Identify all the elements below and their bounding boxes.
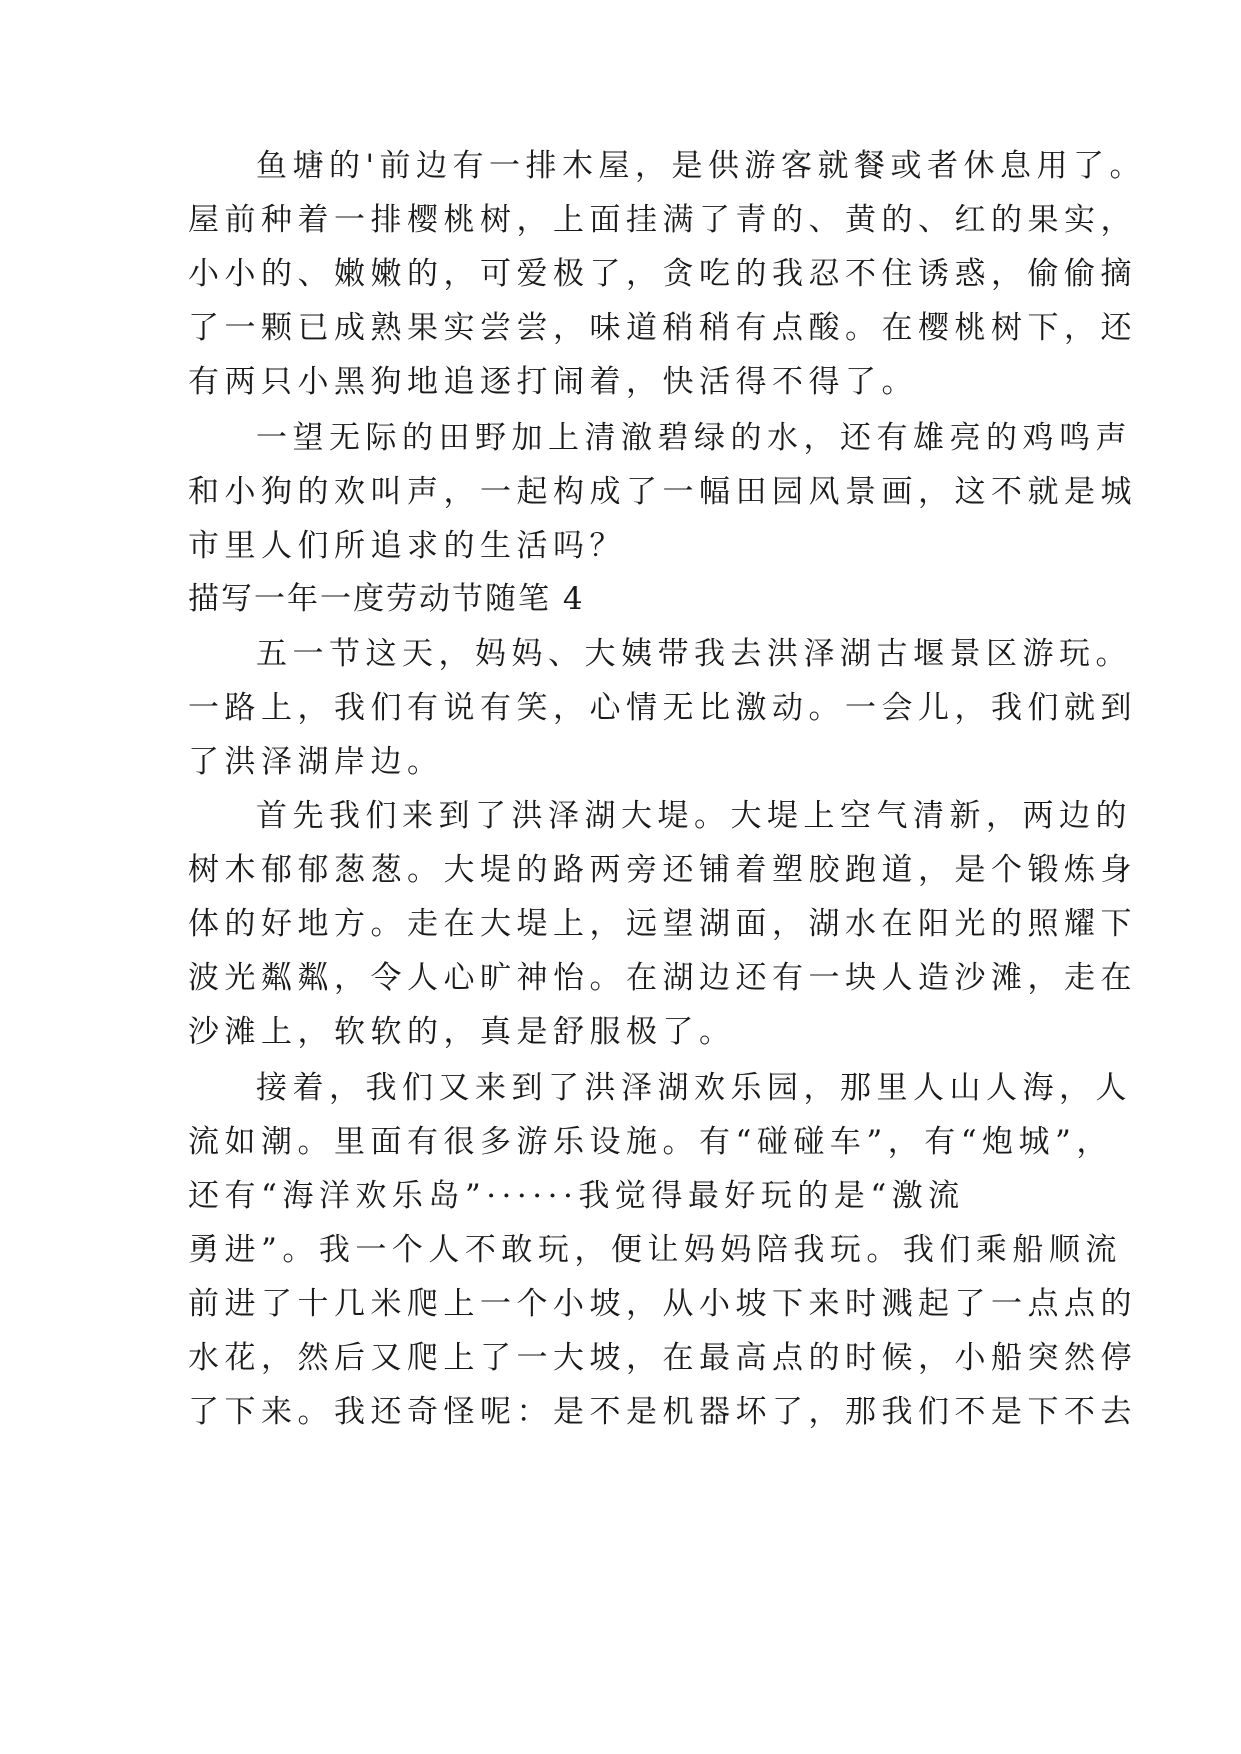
paragraph-line: 五一节这天，妈妈、大姨带我去洪泽湖古堰景区游玩。	[256, 636, 1132, 672]
paragraph-line: 接着，我们又来到了洪泽湖欢乐园，那里人山人海，人	[256, 1070, 1132, 1106]
paragraph-line: 鱼塘的'前边有一排木屋，是供游客就餐或者休息用了。	[256, 148, 1147, 184]
section-heading: 描写一年一度劳动节随笔 4	[188, 581, 585, 617]
paragraph-line: 树木郁郁葱葱。大堤的路两旁还铺着塑胶跑道，是个锻炼身	[188, 852, 1137, 888]
paragraph-line: 了下来。我还奇怪呢：是不是机器坏了，那我们不是下不去	[188, 1394, 1137, 1430]
paragraph-line: 流如潮。里面有很多游乐设施。有“碰碰车”，有“炮城”，	[188, 1124, 1113, 1160]
paragraph-line: 体的好地方。走在大堤上，远望湖面，湖水在阳光的照耀下	[188, 906, 1137, 942]
paragraph-line: 沙滩上，软软的，真是舒服极了。	[188, 1014, 736, 1050]
paragraph-line: 了一颗已成熟果实尝尝，味道稍稍有点酸。在樱桃树下，还	[188, 310, 1137, 346]
paragraph-line: 小小的、嫩嫩的，可爱极了，贪吃的我忍不住诱惑，偷偷摘	[188, 256, 1137, 292]
paragraph-line: 和小狗的欢叫声，一起构成了一幅田园风景画，这不就是城	[188, 474, 1137, 510]
paragraph-line: 一路上，我们有说有笑，心情无比激动。一会儿，我们就到	[188, 690, 1137, 726]
paragraph-line: 勇进”。我一个人不敢玩，便让妈妈陪我玩。我们乘船顺流	[188, 1232, 1122, 1268]
paragraph-line: 水花，然后又爬上了一大坡，在最高点的时候，小船突然停	[188, 1340, 1137, 1376]
paragraph-line: 一望无际的田野加上清澈碧绿的水，还有雄亮的鸡鸣声	[256, 420, 1132, 456]
paragraph-line: 前进了十几米爬上一个小坡，从小坡下来时溅起了一点点的	[188, 1286, 1137, 1322]
paragraph-line: 还有“海洋欢乐岛”······我觉得最好玩的是“激流	[188, 1178, 965, 1214]
paragraph-line: 屋前种着一排樱桃树，上面挂满了青的、黄的、红的果实，	[188, 202, 1137, 238]
paragraph-line: 有两只小黑狗地追逐打闹着，快活得不得了。	[188, 364, 918, 400]
paragraph-line: 了洪泽湖岸边。	[188, 744, 444, 780]
paragraph-line: 波光粼粼，令人心旷神怡。在湖边还有一块人造沙滩，走在	[188, 960, 1137, 996]
paragraph-line: 首先我们来到了洪泽湖大堤。大堤上空气清新，两边的	[256, 798, 1132, 834]
paragraph-line: 市里人们所追求的生活吗？	[188, 528, 626, 564]
